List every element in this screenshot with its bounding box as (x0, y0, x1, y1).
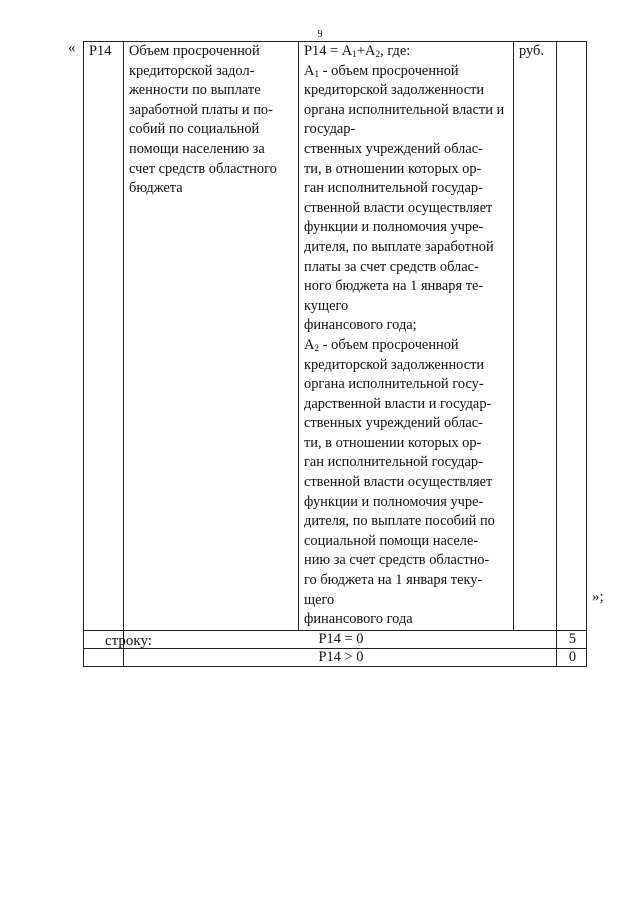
formula-line: ственной власти осуществляет (304, 199, 493, 216)
formula-line: кредиторской задолженности (304, 356, 485, 373)
formula-line: ного бюджета на 1 января те- (304, 278, 484, 295)
formula-line: кредиторской задолженности (304, 82, 485, 99)
name-line: женности по выплате (129, 82, 261, 99)
closing-quote: »; (592, 589, 604, 605)
formula-heading: $Р14 = А_1+А_2$, где: (304, 43, 411, 60)
name-line: помощи населению за (129, 140, 265, 157)
formula-line: дителя, по выплате пособий по (304, 513, 495, 530)
name-line: бюджета (129, 180, 183, 197)
indicator-name (124, 42, 299, 631)
a1-definition-line: $А_1$ - объем просроченной (304, 62, 459, 80)
indicator-code: Р14 (84, 42, 124, 631)
formula-line: органа исполнительной госу- (304, 376, 484, 393)
formula-line: ти, в отношении которых ор- (304, 434, 482, 451)
name-line: заработной платы и по- (129, 101, 273, 118)
formula-line: ти, в отношении которых ор- (304, 160, 482, 177)
formula-line: ственных учреждений облас- (304, 415, 483, 432)
formula-line: го бюджета на 1 января теку- (304, 572, 483, 589)
formula-line: органа исполнительной власти и государ- (304, 101, 505, 138)
indicator-table (83, 41, 587, 667)
a2-definition-line: $А_2$ - объем просроченной (304, 336, 459, 354)
body-text: строку: (105, 633, 152, 649)
formula-line: дителя, по выплате заработной (304, 238, 494, 255)
formula-line: социальной помощи населе- (304, 532, 479, 549)
name-line: Объем просроченной (129, 43, 260, 59)
formula-line: финансового года (304, 611, 413, 628)
condition-text: Р14 = 0 (124, 630, 557, 648)
empty-cell (84, 648, 124, 666)
formula-line: дарственной власти и государ- (304, 395, 492, 412)
indicator-formula (299, 42, 514, 631)
indicator-row (84, 42, 587, 631)
formula-line: ган исполнительной государ- (304, 454, 483, 471)
condition-row (84, 648, 587, 666)
formula-line: кущего (304, 297, 349, 314)
page-number: 9 (317, 29, 323, 40)
indicator-unit: руб. (514, 42, 557, 631)
formula-line: финансового года; (304, 317, 417, 334)
name-line: кредиторской задол- (129, 62, 255, 79)
formula-line: щего (304, 591, 335, 608)
formula-line: функции и полномочия учре- (304, 219, 484, 236)
score-empty-cell (557, 42, 587, 631)
condition-text: Р14 > 0 (124, 648, 557, 666)
formula-line: ган исполнительной государ- (304, 180, 483, 197)
name-line: собий по социальной (129, 121, 260, 138)
name-line: счет средств областного (129, 160, 277, 177)
formula-line: ственной власти осуществляет (304, 474, 493, 491)
formula-line: функции и полномочия учре- (304, 493, 484, 510)
condition-row (84, 630, 587, 648)
formula-line: ственных учреждений облас- (304, 140, 483, 157)
formula-line: платы за счет средств облас- (304, 258, 479, 275)
score-value: 5 (557, 630, 587, 648)
formula-line: нию за счет средств областно- (304, 552, 490, 569)
score-value: 0 (557, 648, 587, 666)
opening-quote: « (68, 40, 76, 56)
